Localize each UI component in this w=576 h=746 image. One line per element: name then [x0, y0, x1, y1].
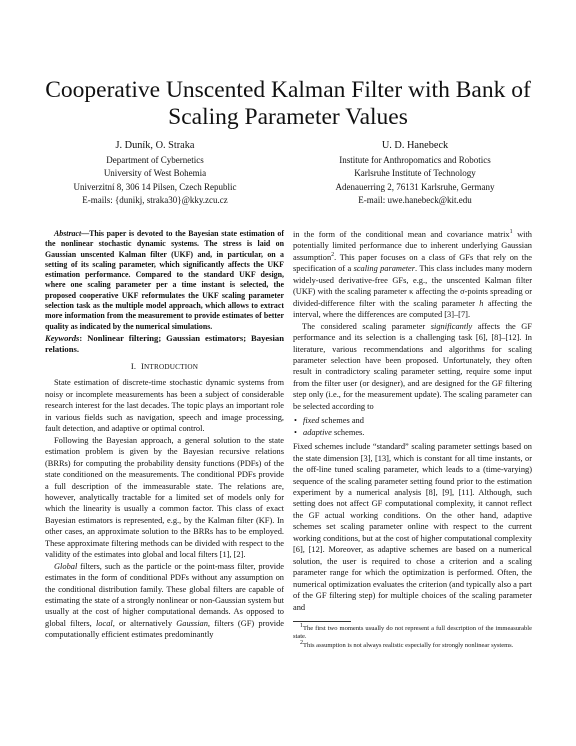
- author-email: E-mails: {dunikj, straka30}@kky.zcu.cz: [82, 194, 228, 205]
- text-run: schemes.: [331, 427, 365, 437]
- author-affiliation: Institute for Anthropomatics and Robotics: [339, 155, 491, 165]
- paragraph: Fixed schemes include “standard” scaling parameter settings based on the state dimension [3], [13], which is constant for all time instants, or the off-line tuned scaling parameter, which leads to a (time-varying) sequence of the scaling parameter setting found prior to the estimation experiment by a numerical analysis [8], [9], [11]. Although, such setting does not affect GF computational complexity, it cannot reflect the GF actual working conditions. On the other hand, adaptive schemes set scaling parameter online with respect to the current working conditions, but at the cost of higher computational complexity [6], [12]. Moreover, as adaptive schemes are based on a numerical solution, the user is required to chose a criterion and a scaling parameter range for which the optimization is performed. Often, the numerical optimization evaluates the criterion (and typically also a part of the GF filtering step) for multiple choices of the scaling parameter and: [293, 442, 532, 612]
- author-name: J. Duník, O. Straka: [115, 140, 195, 151]
- paragraph: [45, 561, 284, 641]
- emphasis: local: [95, 618, 113, 628]
- footnote-mark: 2: [300, 639, 303, 646]
- emphasis: fixed: [303, 416, 320, 426]
- emphasis: Global: [54, 561, 78, 571]
- section-title-rest: NTRODUCTION: [144, 362, 199, 371]
- keywords: [45, 333, 284, 355]
- right-column: [293, 229, 532, 650]
- emphasis: significantly: [430, 321, 473, 331]
- text-run: filters, such as the particle or the point-mass filter, provide estimates in the form of conditional PDFs without any assumption on the conditional distribution family. These global filters are capable of estimating the state of a strongly nonlinear or non-Gaussian system but usually at the cost of higher computational demands. As opposed to global filters,: [45, 561, 284, 628]
- text-run: schemes and: [319, 416, 364, 426]
- paragraph: State estimation of discrete-time stochastic dynamic systems from noisy or incomplete measurements has been a subject of considerable research interest for the last decades. The topic plays an important role in various fields such as navigation, speech and image processing, fault detection, and adaptive or optimal control.: [45, 378, 284, 434]
- footnote-ref: 2: [331, 252, 335, 259]
- paper-title: Cooperative Unscented Kalman Filter with Bank of Scaling Parameter Values: [45, 77, 531, 130]
- paragraph: [293, 321, 532, 413]
- footnote: [293, 639, 532, 650]
- text-run: affecting the interval, where the differences are computed [3]–[7].: [293, 298, 532, 320]
- emphasis: scaling parameter: [353, 264, 416, 274]
- section-number: I.: [130, 360, 137, 371]
- footnote: [293, 622, 532, 642]
- bullet-icon: •: [294, 427, 297, 437]
- abstract-text: —This paper is devoted to the Bayesian state estimation of the nonlinear stochastic dynamic systems. The stress is laid on Gaussian unscented Kalman filter (UKF) and, in particular, on a setting of its scaling parameter, which significantly affects the UKF estimation performance. Compared to the standard UKF design, where one scaling parameter per a time instant is selected, the proposed cooperative UKF reformulates the UKF scaling parameter selection task as the multiple model approach, which allows to extract more information from the measurement to provide estimates of better quality as indicated by the numerical simulations.: [45, 229, 284, 331]
- text-run: . This class includes many modern widely-used derivative-free GFs, e.g., the unscented Kalman filter (UKF) with the scaling parameter κ affecting the σ-points spreading or divided-difference filter with the scaling parameter: [293, 264, 533, 308]
- footnote-ref: 1: [509, 229, 513, 236]
- abstract-label: Abstract: [54, 229, 82, 238]
- emphasis: adaptive: [303, 427, 332, 437]
- section-heading: [45, 361, 284, 373]
- text-run: The considered scaling parameter: [302, 321, 431, 331]
- author-affiliation: Karlsruhe Institute of Technology: [354, 168, 476, 179]
- author-address: Adenauerring 2, 76131 Karlsruhe, Germany: [335, 181, 495, 192]
- text-run: , filters (GF) provide computationally efficient estimates predominantly: [45, 618, 284, 640]
- left-column: [45, 229, 284, 641]
- author-block-left: [40, 139, 270, 207]
- text-run: . This paper focuses on a class of GFs that rely on the specification of a: [293, 252, 532, 274]
- author-affiliation: University of West Bohemia: [103, 168, 207, 179]
- author-block-right: [285, 139, 545, 207]
- paragraph: Following the Bayesian approach, a general solution to the state estimation problem is given by the Bayesian recursive relations (BRRs) for computing the probability density functions (PDFs) of the state conditioned on the measurements. The conditional PDFs provide a full description of the immeasurable state. The relations are, however, analytically tractable for a limited set of models only for which the linearity is usually a common factor. This class of exact Bayesian estimators is represented, e.g., by the Kalman filter (KF). In other cases, an approximate solution to the BRRs has to be employed. These approximate filtering methods can be divided with respect to the validity of the estimates into global and local filters [1], [2].: [45, 435, 284, 560]
- author-address: Univerzitní 8, 306 14 Pilsen, Czech Republic: [73, 181, 237, 192]
- footnote-divider: [293, 621, 351, 622]
- text-run: in the form of the conditional mean and covariance matrix: [293, 230, 510, 239]
- keywords-text: : Nonlinear filtering; Gaussian estimators; Bayesian relations.: [45, 332, 284, 354]
- footnote-text: This assumption is not always realistic especially for strongly nonlinear systems.: [303, 641, 514, 649]
- emphasis: Gaussian: [176, 618, 208, 628]
- keywords-label: Keywords: [45, 332, 80, 343]
- author-email: E-mail: uwe.hanebeck@kit.edu: [358, 194, 472, 205]
- abstract: [45, 229, 284, 332]
- section-title-initial: I: [140, 360, 145, 371]
- text-run: with potentially limited performance due to inherent underlying Gaussian assumption: [293, 230, 532, 262]
- emphasis: h: [479, 298, 484, 308]
- footnote-text: The first two moments usually do not represent a full description of the immeasurable state.: [293, 624, 532, 641]
- paragraph: [293, 229, 532, 321]
- text-run: , or alternatively: [112, 618, 177, 628]
- bullet-list: [293, 415, 532, 438]
- author-name: U. D. Hanebeck: [381, 140, 449, 151]
- author-affiliation: Department of Cybernetics: [106, 155, 204, 165]
- footnote-mark: 1: [300, 622, 303, 629]
- list-item: [293, 415, 532, 426]
- text-run: affects the GF performance and its selection is a challenging task [6], [8]–[12]. In literature, various recommendations and algorithms for scaling parameter selection have been proposed. Unfortunately, they often result in contradictory scaling parameter setting, require some input from the filter user (or designer), and are designed for the GF filtering step only (i.e., for the measurement update). The scaling parameter can be selected according to: [293, 321, 532, 411]
- list-item: [293, 427, 532, 438]
- bullet-icon: •: [294, 416, 297, 426]
